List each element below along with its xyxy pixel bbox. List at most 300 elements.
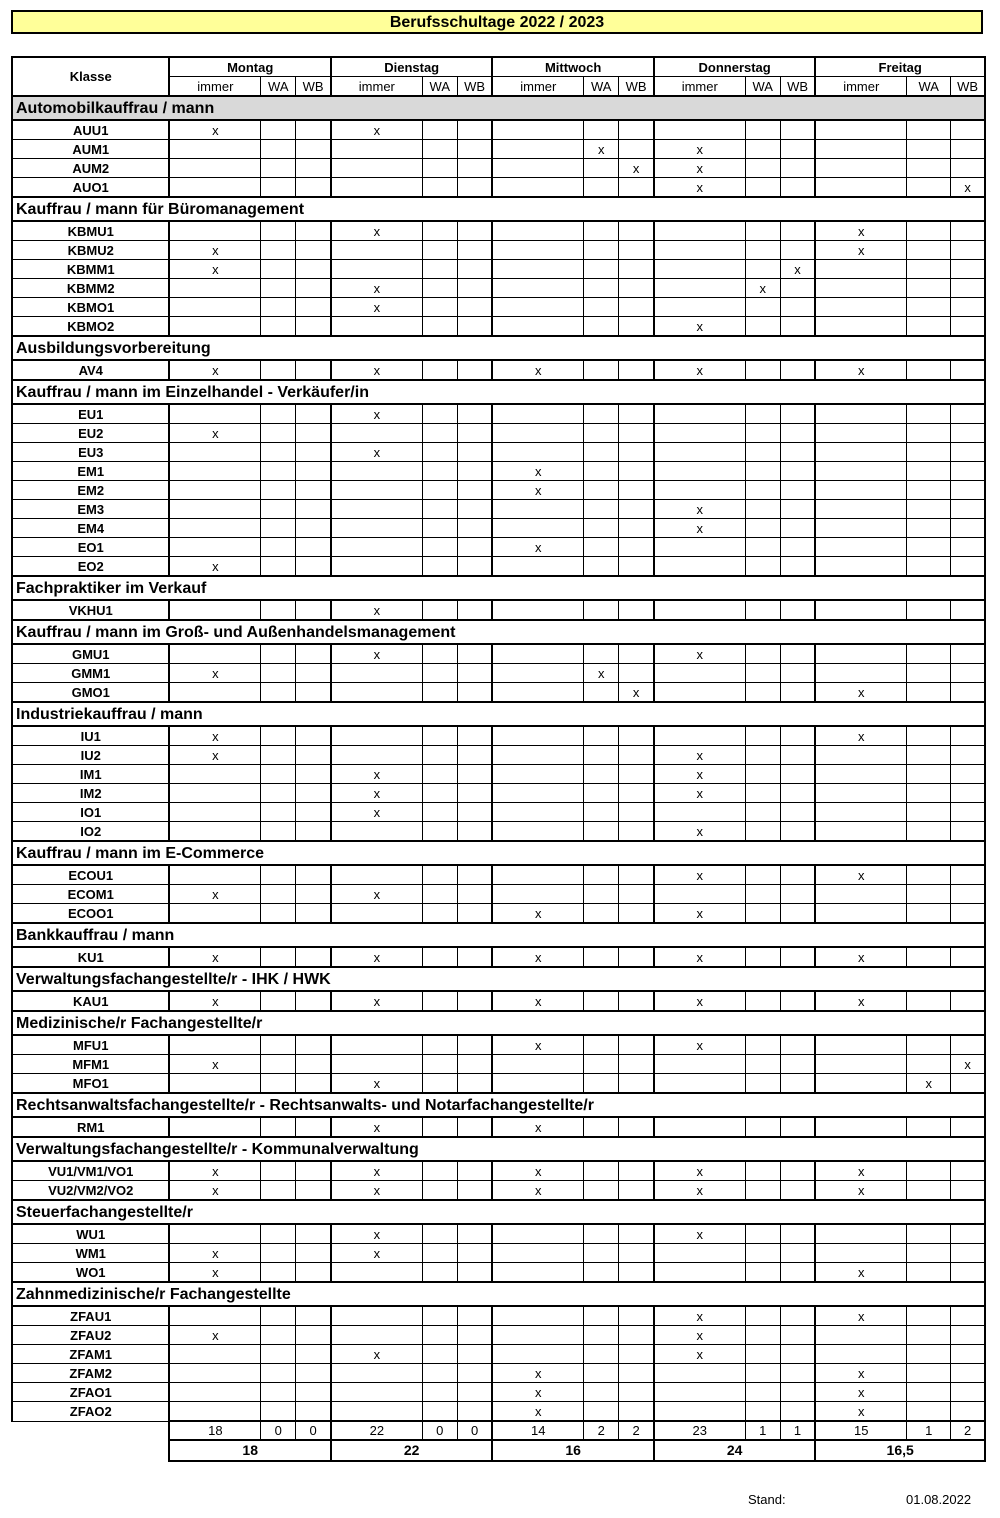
mark-cell [169,1306,260,1326]
mark-cell [780,298,815,317]
mark-cell [296,1181,331,1201]
table-row [12,424,985,443]
mark-cell [261,1055,296,1074]
mark-cell [654,481,745,500]
total-row [12,1440,985,1461]
table-row [12,462,985,481]
mark-cell [745,1181,780,1201]
mark-cell [169,904,260,924]
table-row [12,140,985,159]
klasse-cell: EM2 [12,481,169,500]
klasse-cell: ZFAU2 [12,1326,169,1345]
mark-cell [457,746,492,765]
sub-header: WA [584,77,619,97]
mark-cell [261,120,296,140]
mark-cell [780,538,815,557]
table-row [12,1181,985,1201]
mark-cell [331,1306,422,1326]
mark-cell [422,462,457,481]
klasse-cell: ZFAM2 [12,1364,169,1383]
mark-cell [780,120,815,140]
table-row [12,765,985,784]
mark-cell [584,885,619,904]
mark-cell [422,600,457,620]
section-title: Kauffrau / mann im E-Commerce [12,841,985,865]
mark-cell: x [331,1181,422,1201]
mark-cell [169,1364,260,1383]
mark-cell [492,1074,583,1094]
section-title: Verwaltungsfachangestellte/r - Kommunalverwaltung [12,1137,985,1161]
mark-cell [422,298,457,317]
mark-cell [654,538,745,557]
mark-cell [296,1244,331,1263]
table-row [12,557,985,577]
sub-header: WB [457,77,492,97]
mark-cell [654,803,745,822]
mark-cell [780,865,815,885]
mark-cell: x [492,1161,583,1181]
mark-cell [619,1306,654,1326]
sub-header: immer [654,77,745,97]
mark-cell [261,803,296,822]
mark-cell [261,404,296,424]
mark-cell [457,317,492,337]
sum-cell: 2 [951,1421,985,1440]
mark-cell [331,1055,422,1074]
mark-cell [422,765,457,784]
mark-cell [261,360,296,380]
table-row [12,481,985,500]
mark-cell: x [492,1402,583,1422]
mark-cell [907,1263,951,1283]
mark-cell [169,298,260,317]
mark-cell [951,904,985,924]
mark-cell [815,1244,906,1263]
section-header-row [12,967,985,991]
mark-cell [907,784,951,803]
mark-cell [457,1345,492,1364]
mark-cell [261,1345,296,1364]
mark-cell [780,803,815,822]
mark-cell [492,1055,583,1074]
mark-cell [745,1263,780,1283]
mark-cell: x [331,1224,422,1244]
mark-cell [457,1383,492,1402]
mark-cell [619,241,654,260]
mark-cell [261,664,296,683]
mark-cell [261,500,296,519]
klasse-cell: ZFAO1 [12,1383,169,1402]
mark-cell [457,424,492,443]
mark-cell [457,822,492,842]
mark-cell [815,404,906,424]
mark-cell [584,1383,619,1402]
mark-cell [261,885,296,904]
mark-cell: x [331,1345,422,1364]
mark-cell [422,360,457,380]
mark-cell [951,765,985,784]
mark-cell: x [331,803,422,822]
table-row [12,664,985,683]
mark-cell: x [654,865,745,885]
mark-cell [584,1055,619,1074]
mark-cell [907,1364,951,1383]
table-row [12,221,985,241]
table-row [12,120,985,140]
table-row [12,1055,985,1074]
mark-cell [492,140,583,159]
sub-header: WA [261,77,296,97]
mark-cell [422,1035,457,1055]
mark-cell [457,1161,492,1181]
mark-cell [169,178,260,198]
mark-cell [422,140,457,159]
mark-cell [619,443,654,462]
mark-cell [492,1263,583,1283]
mark-cell [745,600,780,620]
sum-cell: 0 [261,1421,296,1440]
mark-cell [951,317,985,337]
table-row [12,1161,985,1181]
mark-cell [745,557,780,577]
mark-cell [619,885,654,904]
mark-cell [619,1181,654,1201]
section-header-row [12,1011,985,1035]
mark-cell [907,178,951,198]
mark-cell [261,1181,296,1201]
mark-cell [492,1326,583,1345]
mark-cell [457,404,492,424]
mark-cell [296,443,331,462]
mark-cell: x [654,991,745,1011]
mark-cell: x [331,765,422,784]
mark-cell [654,600,745,620]
mark-cell: x [654,904,745,924]
sub-header: immer [492,77,583,97]
mark-cell [907,1306,951,1326]
mark-cell [492,298,583,317]
mark-cell [261,1244,296,1263]
mark-cell [331,557,422,577]
mark-cell [951,557,985,577]
mark-cell [780,991,815,1011]
mark-cell: x [654,519,745,538]
mark-cell [422,1224,457,1244]
mark-cell [422,424,457,443]
klasse-cell: MFO1 [12,1074,169,1094]
mark-cell [457,481,492,500]
mark-cell [331,260,422,279]
mark-cell [457,279,492,298]
mark-cell [815,159,906,178]
klasse-cell: EU2 [12,424,169,443]
mark-cell [745,241,780,260]
mark-cell [745,1364,780,1383]
mark-cell [815,885,906,904]
mark-cell [745,221,780,241]
mark-cell [584,746,619,765]
mark-cell [169,221,260,241]
mark-cell [422,120,457,140]
mark-cell [815,519,906,538]
sub-header: WB [951,77,985,97]
klasse-cell: AUM1 [12,140,169,159]
klasse-cell: EU1 [12,404,169,424]
mark-cell [815,600,906,620]
mark-cell [422,317,457,337]
mark-cell [492,600,583,620]
mark-cell [619,424,654,443]
section-title: Verwaltungsfachangestellte/r - IHK / HWK [12,967,985,991]
mark-cell [584,1181,619,1201]
mark-cell [951,865,985,885]
mark-cell [296,1383,331,1402]
mark-cell [457,1117,492,1137]
mark-cell [745,298,780,317]
mark-cell [780,557,815,577]
mark-cell [422,221,457,241]
mark-cell [169,462,260,481]
mark-cell [169,481,260,500]
mark-cell [907,822,951,842]
mark-cell: x [654,765,745,784]
mark-cell [492,424,583,443]
mark-cell [815,822,906,842]
sub-header: WA [422,77,457,97]
mark-cell [780,784,815,803]
mark-cell [654,1364,745,1383]
mark-cell [296,1364,331,1383]
mark-cell [584,726,619,746]
mark-cell [584,462,619,481]
mark-cell [169,538,260,557]
mark-cell [619,1244,654,1263]
mark-cell [815,1326,906,1345]
mark-cell [584,317,619,337]
mark-cell [169,1383,260,1402]
section-header-row [12,702,985,726]
mark-cell [584,822,619,842]
mark-cell: x [331,1244,422,1263]
mark-cell [422,865,457,885]
mark-cell [492,120,583,140]
mark-cell [745,1161,780,1181]
mark-cell [169,822,260,842]
schedule-table [11,56,986,1462]
mark-cell: x [654,178,745,198]
mark-cell [296,519,331,538]
klasse-cell: WO1 [12,1263,169,1283]
mark-cell [619,644,654,664]
mark-cell: x [654,1306,745,1326]
mark-cell [584,557,619,577]
mark-cell [169,600,260,620]
mark-cell [296,1306,331,1326]
mark-cell [296,1402,331,1422]
mark-cell [296,298,331,317]
mark-cell [907,1244,951,1263]
page-title: Berufsschultage 2022 / 2023 [11,10,983,34]
mark-cell [907,443,951,462]
mark-cell [780,1383,815,1402]
mark-cell [584,298,619,317]
mark-cell [422,1055,457,1074]
mark-cell [296,726,331,746]
mark-cell [261,865,296,885]
mark-cell [745,991,780,1011]
klasse-cell: KBMO2 [12,317,169,337]
mark-cell [492,885,583,904]
mark-cell [457,664,492,683]
mark-cell: x [492,1117,583,1137]
sub-header: immer [169,77,260,97]
table-row [12,360,985,380]
mark-cell [331,241,422,260]
mark-cell [584,120,619,140]
table-row [12,1035,985,1055]
mark-cell [745,664,780,683]
mark-cell [492,178,583,198]
mark-cell: x [492,904,583,924]
mark-cell [780,178,815,198]
mark-cell [654,726,745,746]
klasse-cell: RM1 [12,1117,169,1137]
klasse-cell: WU1 [12,1224,169,1244]
mark-cell [261,279,296,298]
mark-cell [951,991,985,1011]
mark-cell [951,746,985,765]
mark-cell [296,947,331,967]
mark-cell [261,538,296,557]
mark-cell [296,120,331,140]
mark-cell [331,822,422,842]
mark-cell [457,443,492,462]
klasse-cell: EM3 [12,500,169,519]
klasse-cell: VKHU1 [12,600,169,620]
mark-cell [815,664,906,683]
mark-cell [457,1263,492,1283]
mark-cell [422,557,457,577]
mark-cell [619,726,654,746]
mark-cell [907,1224,951,1244]
mark-cell [296,481,331,500]
table-row [12,241,985,260]
mark-cell [745,462,780,481]
mark-cell [261,1364,296,1383]
mark-cell [780,600,815,620]
mark-cell [261,1402,296,1422]
mark-cell: x [331,279,422,298]
mark-cell [422,519,457,538]
mark-cell [951,1364,985,1383]
mark-cell [422,1326,457,1345]
mark-cell [815,279,906,298]
mark-cell [780,726,815,746]
mark-cell [422,404,457,424]
mark-cell [492,664,583,683]
mark-cell [261,260,296,279]
mark-cell [619,279,654,298]
mark-cell [261,221,296,241]
mark-cell [619,1055,654,1074]
table-row [12,1263,985,1283]
mark-cell [331,1263,422,1283]
mark-cell [951,1326,985,1345]
mark-cell: x [169,991,260,1011]
mark-cell [422,683,457,703]
mark-cell [584,683,619,703]
section-title: Kauffrau / mann für Büromanagement [12,197,985,221]
mark-cell [907,803,951,822]
table-row [12,784,985,803]
mark-cell [296,904,331,924]
mark-cell [261,1074,296,1094]
mark-cell [619,462,654,481]
mark-cell [745,644,780,664]
mark-cell [619,784,654,803]
section-title: Ausbildungsvorbereitung [12,336,985,360]
mark-cell [745,803,780,822]
mark-cell: x [815,1181,906,1201]
mark-cell [261,947,296,967]
mark-cell [745,1244,780,1263]
mark-cell [584,991,619,1011]
mark-cell [584,1161,619,1181]
mark-cell [780,500,815,519]
mark-cell [584,360,619,380]
mark-cell [907,519,951,538]
mark-cell: x [951,178,985,198]
mark-cell [457,947,492,967]
mark-cell [907,317,951,337]
mark-cell [745,765,780,784]
mark-cell [951,1402,985,1422]
mark-cell [951,947,985,967]
mark-cell [907,1035,951,1055]
mark-cell [422,1402,457,1422]
mark-cell [331,683,422,703]
mark-cell [654,404,745,424]
section-title: Fachpraktiker im Verkauf [12,576,985,600]
section-title: Bankkauffrau / mann [12,923,985,947]
mark-cell [331,140,422,159]
mark-cell: x [654,746,745,765]
mark-cell [457,1035,492,1055]
mark-cell [654,1383,745,1402]
klasse-header: Klasse [12,57,169,96]
mark-cell [780,1035,815,1055]
mark-cell [331,904,422,924]
mark-cell [654,1263,745,1283]
mark-cell [584,1364,619,1383]
klasse-cell: EO2 [12,557,169,577]
mark-cell [815,462,906,481]
mark-cell [745,481,780,500]
section-title: Automobilkauffrau / mann [12,96,985,120]
mark-cell: x [169,1055,260,1074]
day-header-montag: Montag [169,57,330,77]
mark-cell [745,1306,780,1326]
mark-cell [780,765,815,784]
mark-cell [296,557,331,577]
mark-cell [296,424,331,443]
mark-cell [907,904,951,924]
mark-cell: x [815,1364,906,1383]
table-row [12,726,985,746]
mark-cell [815,1117,906,1137]
mark-cell [951,822,985,842]
mark-cell [745,1224,780,1244]
